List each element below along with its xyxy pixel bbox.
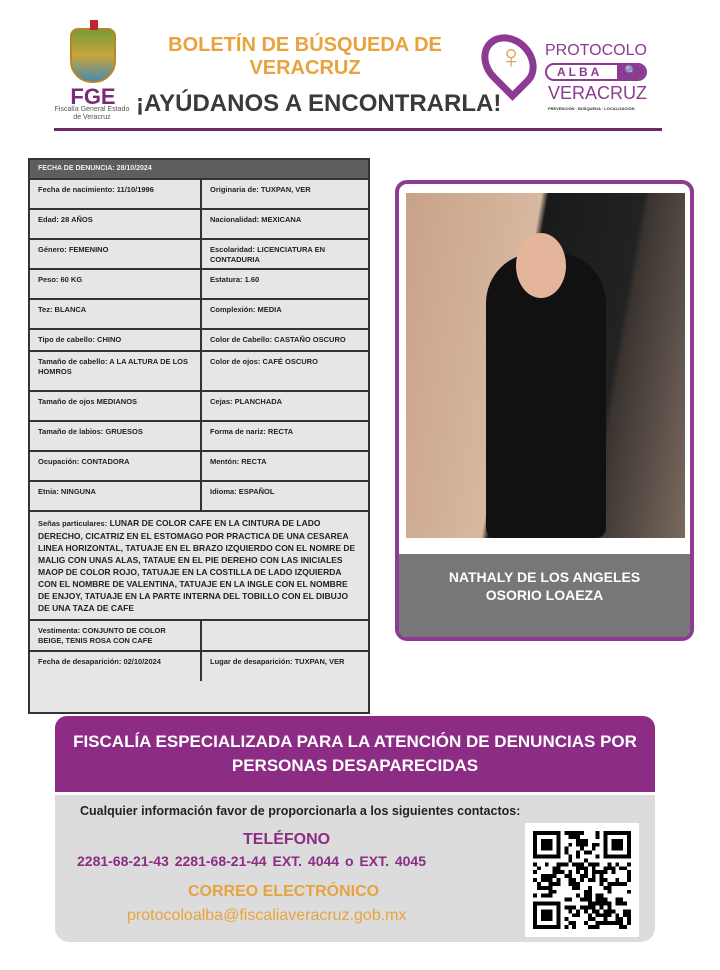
table-row (30, 390, 368, 420)
table-row (30, 619, 368, 650)
table-row (30, 238, 368, 268)
field-left: Ocupación: CONTADORA (38, 457, 130, 466)
person-name: NATHALY DE LOS ANGELES OSORIO LOAEZA (399, 554, 690, 637)
field-left: Edad: 28 AÑOS (38, 215, 93, 224)
field-right: Idioma: ESPAÑOL (200, 482, 368, 510)
phone-numbers: 2281-68-21-43 2281-68-21-44 EXT. 4044 o EXT. 4045 (77, 853, 427, 869)
alba-label (545, 63, 647, 81)
venus-icon: ♀ (498, 38, 524, 76)
field-right: Nacionalidad: MEXICANA (200, 210, 368, 238)
table-row (30, 650, 368, 681)
table-row (30, 420, 368, 450)
clothing: Vestimenta: CONJUNTO DE COLOR BEIGE, TENIS ROSA CON CAFE (38, 626, 166, 645)
header-divider (54, 128, 662, 131)
distinguishing-marks (30, 510, 368, 619)
table-row (30, 328, 368, 350)
field-left: Tipo de cabello: CHINO (38, 335, 122, 344)
field-right: Color de Cabello: CASTAÑO OSCURO (200, 330, 368, 350)
email-label: CORREO ELECTRÓNICO (188, 883, 380, 900)
senas-label: Señas particulares: (38, 519, 108, 528)
search-icon: 🔍 (617, 65, 645, 79)
field-left: Peso: 60 KG (38, 275, 83, 284)
field-right: Estatura: 1.60 (200, 270, 368, 298)
field-left: Tamaño de cabello: A LA ALTURA DE LOS HOMROS (38, 357, 189, 376)
person-photo (406, 193, 685, 538)
field-right: Complexión: MEDIA (200, 300, 368, 328)
bulletin-title: BOLETÍN DE BÚSQUEDA DE VERACRUZ (168, 34, 442, 79)
field-right: Cejas: PLANCHADA (200, 392, 368, 420)
veracruz-crest-logo (70, 28, 116, 83)
phone-label: TELÉFONO (243, 831, 331, 848)
prosecutor-office-banner: FISCALÍA ESPECIALIZADA PARA LA ATENCIÓN DE DENUNCIAS POR PERSONAS DESAPARECIDAS (55, 716, 655, 792)
email-address[interactable]: protocoloalba@fiscaliaveracruz.gob.mx (127, 907, 407, 924)
field-right: Color de ojos: CAFÉ OSCURO (200, 352, 368, 390)
bulletin-subtitle: ¡AYÚDANOS A ENCONTRARLA! (136, 90, 502, 117)
field-left: Tamaño de labios: GRUESOS (38, 427, 143, 436)
field-left: Género: FEMENINO (38, 245, 109, 254)
table-row (30, 298, 368, 328)
table-row (30, 450, 368, 480)
field-left: Tamaño de ojos MEDIANOS (38, 397, 138, 406)
protocol-label: PROTOCOLO (545, 42, 647, 59)
alba-text: ALBA (557, 65, 603, 79)
protocol-tagline: PREVENCIÓN · BÚSQUEDA · LOCALIZACIÓN (548, 106, 635, 111)
table-row (30, 208, 368, 238)
senas-value: LUNAR DE COLOR CAFE EN LA CINTURA DE LADO DERECHO, CICATRIZ EN EL ESTOMAGO POR PRACTICA DE UNA CESAREA LINEA HORIZONTAL, TATUAJE EN EL BRAZO IZQUIERDO CON EL NOMRE DE MALIG CON UNAS ALAS, TATAUE EN EL PIE DEREHO CON LAS INICIALES MAOP DE COLOR ROJO, TATUAJE EN LA COSTILLA DE LADO IZQUIERDA CON EL NOMBRE DE VALENTINA, TATUAJE EN LA INGLE CON EL NOMBRE DE ENJOY, TATUAJE EN LA PARTE INTERNA DEL TOBILLO CON EL DIBUJO DE UNA TAZA DE CAFE (38, 518, 356, 613)
field-right: Mentón: RECTA (200, 452, 368, 480)
report-date: FECHA DE DENUNCIA: 28/10/2024 (30, 160, 368, 178)
table-row (30, 268, 368, 298)
qr-code[interactable] (525, 823, 639, 937)
table-row (30, 350, 368, 390)
disappearance-date: Fecha de desaparición: 02/10/2024 (38, 657, 161, 666)
person-details-table (28, 158, 370, 714)
fge-logo-text: FGE (70, 84, 116, 109)
field-left: Fecha de nacimiento: 11/10/1996 (38, 185, 154, 194)
field-left: Etnia: NINGUNA (38, 487, 96, 496)
veracruz-label: VERACRUZ (548, 83, 648, 103)
field-right: Forma de nariz: RECTA (200, 422, 368, 450)
disappearance-place: Lugar de desaparición: TUXPAN, VER (200, 652, 368, 681)
person-photo-card (395, 180, 694, 641)
contact-info-text: Cualquier información favor de proporcionarla a los siguientes contactos: (80, 804, 521, 818)
field-right: Escolaridad: LICENCIATURA EN CONTADURIA (200, 240, 368, 268)
fge-org-name: Fiscalía General Estado de Veracruz (54, 106, 130, 121)
field-left: Tez: BLANCA (38, 305, 87, 314)
empty-cell (200, 621, 368, 650)
contact-box (55, 795, 655, 942)
table-row (30, 480, 368, 510)
person-face (516, 233, 566, 298)
table-row (30, 178, 368, 208)
field-right: Originaria de: TUXPAN, VER (200, 180, 368, 208)
